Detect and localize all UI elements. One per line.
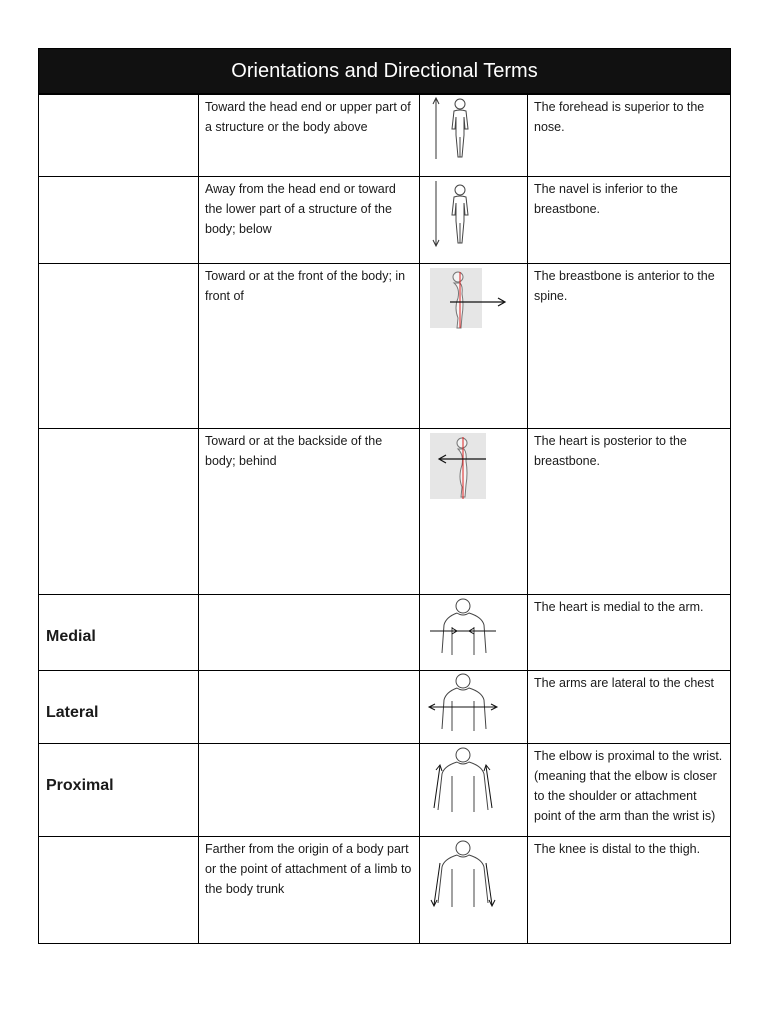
term-cell[interactable] <box>39 177 199 264</box>
term-cell[interactable] <box>39 95 199 177</box>
example-cell: The elbow is proximal to the wrist. (meaning that the elbow is closer to the shoulder or attachment point of the arm than the wrist is) <box>528 744 731 837</box>
table-row <box>39 744 731 837</box>
lateral-figure-icon <box>426 671 500 737</box>
term-cell[interactable] <box>39 595 199 671</box>
term-label: Lateral <box>46 704 99 721</box>
definition-cell <box>199 595 420 671</box>
example-cell: The arms are lateral to the chest <box>528 671 731 744</box>
example-cell: The heart is medial to the arm. <box>528 595 731 671</box>
table-row <box>39 95 731 177</box>
term-label: Proximal <box>46 777 114 794</box>
definition-cell <box>199 671 420 744</box>
figure-cell <box>420 744 528 837</box>
term-cell[interactable] <box>39 744 199 837</box>
inferior-figure-icon <box>430 177 490 251</box>
term-label: Medial <box>46 628 96 645</box>
figure-cell <box>420 595 528 671</box>
example-cell: The navel is inferior to the breastbone. <box>528 177 731 264</box>
anterior-figure-icon <box>430 268 510 332</box>
figure-cell <box>420 837 528 944</box>
table-row <box>39 595 731 671</box>
term-cell[interactable] <box>39 429 199 595</box>
figure-cell <box>420 429 528 595</box>
terms-table <box>38 94 731 944</box>
term-cell[interactable] <box>39 671 199 744</box>
posterior-figure-icon <box>430 433 500 501</box>
definition-cell <box>199 744 420 837</box>
definition-cell: Away from the head end or toward the lower part of a structure of the body; below <box>199 177 420 264</box>
superior-figure-icon <box>430 95 490 165</box>
table-row <box>39 429 731 595</box>
medial-figure-icon <box>426 595 500 661</box>
table-row <box>39 264 731 429</box>
figure-cell <box>420 671 528 744</box>
definition-cell: Farther from the origin of a body part or the point of attachment of a limb to the body trunk <box>199 837 420 944</box>
example-cell: The breastbone is anterior to the spine. <box>528 264 731 429</box>
worksheet <box>38 48 731 944</box>
definition-cell: Toward or at the backside of the body; behind <box>199 429 420 595</box>
term-cell[interactable] <box>39 264 199 429</box>
proximal-figure-icon <box>426 744 500 816</box>
definition-cell: Toward the head end or upper part of a structure or the body above <box>199 95 420 177</box>
example-cell: The knee is distal to the thigh. <box>528 837 731 944</box>
term-cell[interactable] <box>39 837 199 944</box>
figure-cell <box>420 264 528 429</box>
example-cell: The heart is posterior to the breastbone. <box>528 429 731 595</box>
table-row <box>39 177 731 264</box>
table-row <box>39 837 731 944</box>
figure-cell <box>420 95 528 177</box>
distal-figure-icon <box>426 837 500 913</box>
table-row <box>39 671 731 744</box>
definition-cell: Toward or at the front of the body; in front of <box>199 264 420 429</box>
example-cell: The forehead is superior to the nose. <box>528 95 731 177</box>
figure-cell <box>420 177 528 264</box>
page-title: Orientations and Directional Terms <box>38 48 731 94</box>
